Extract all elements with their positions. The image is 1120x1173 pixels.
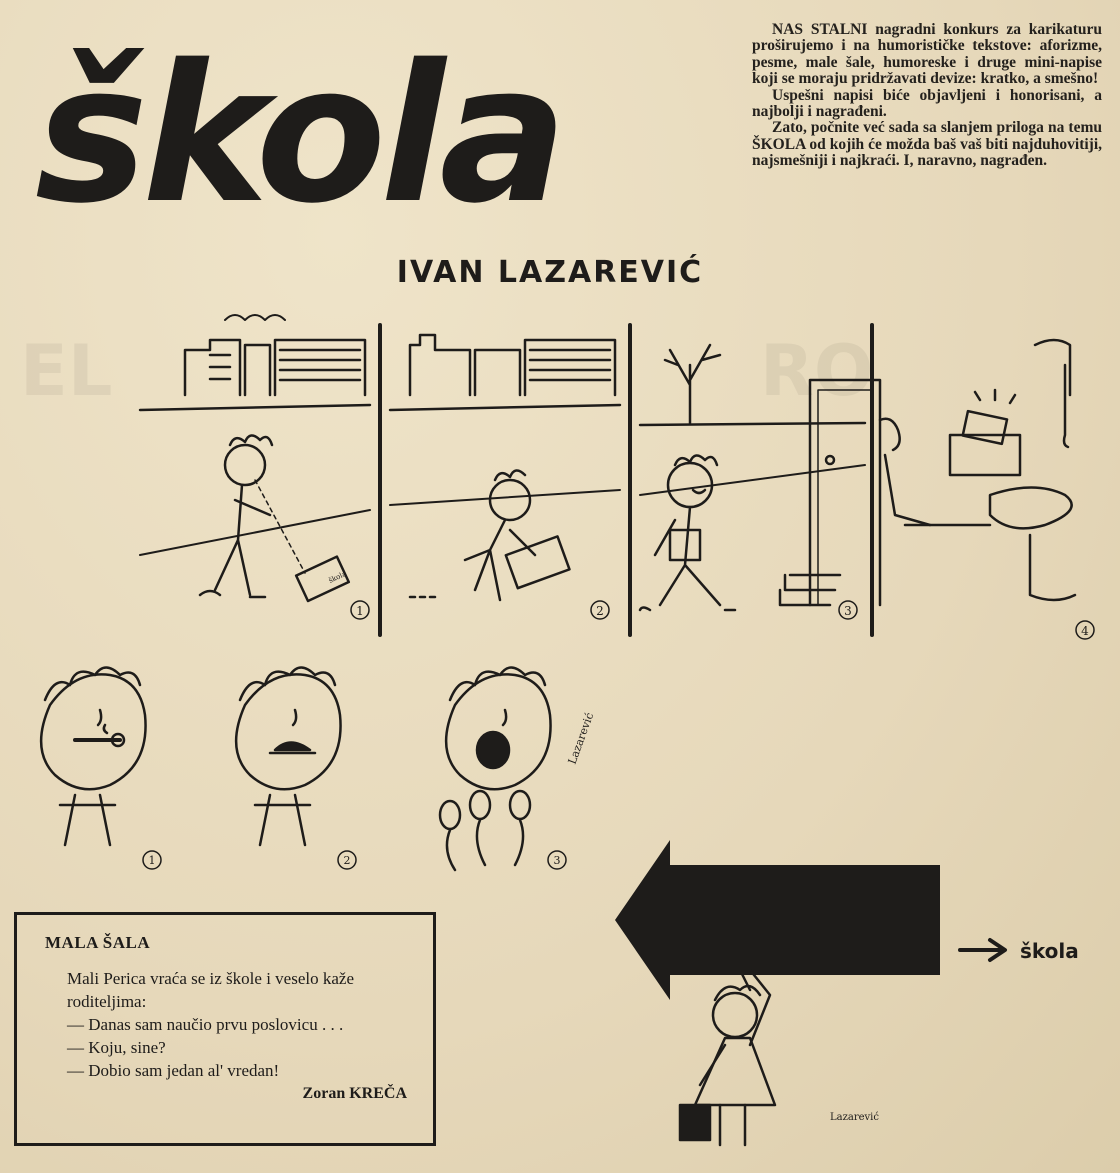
bleed-through-text: EL: [20, 330, 113, 412]
bleed-through-text-2: RO: [760, 330, 874, 412]
joke-line: Mali Perica vraća se iz škole i veselo kaže roditeljima:: [67, 969, 354, 1011]
panel-number: 3: [844, 604, 852, 618]
contest-paragraph: NAS STALNI nagradni konkurs za karikaturu proširujemo i na humorističke tekstove: aforizme, pesme, male šale, humoreske i druge mini-napise koji se moraju pridržavati devize: kratko, a smešno!: [752, 21, 1102, 88]
artist-signature: Lazarević: [830, 1112, 879, 1123]
artist-signature: Lazarević: [565, 710, 597, 767]
joke-line: — Dobio sam jedan al' vredan!: [67, 1061, 280, 1080]
left-arrow-icon: [615, 840, 940, 1000]
panel-number: 1: [356, 604, 364, 618]
face-series: [20, 655, 600, 885]
joke-line: — Danas sam naučio prvu poslovicu . . .: [67, 1015, 344, 1034]
panel-number: 4: [1081, 624, 1089, 638]
comic-panel-3: [640, 345, 865, 619]
book-label: škola: [327, 569, 348, 585]
face-2: [236, 668, 356, 870]
contest-paragraph: Uspešni napisi biće objavljeni i honorisani, a najbolji i nagrađeni.: [752, 86, 1102, 121]
page-title: škola: [35, 24, 562, 245]
face-3: [440, 668, 596, 871]
joke-heading: MALA ŠALA: [45, 933, 151, 952]
panel-number: 3: [553, 854, 561, 867]
contest-paragraph: Zato, počnite već sada sa slanjem priloga na temu ŠKOLA od kojih će možda baš vaš biti najduhovitiji, najsmešniji i najkraći. I, naravno, nagrađen.: [752, 119, 1102, 170]
joke-text: [45, 967, 407, 1105]
face-1: [41, 668, 161, 870]
panel-number: 1: [148, 854, 156, 867]
joke-line: — Koju, sine?: [67, 1038, 166, 1057]
contest-announcement: [752, 22, 1102, 237]
panel-number: 2: [596, 604, 604, 618]
comic-panel-2: [390, 335, 620, 619]
joke-author: Zoran KREČA: [302, 1085, 407, 1102]
right-arrow-icon: [960, 940, 1005, 960]
comic-strip: [130, 305, 1120, 655]
arrow-cartoon: [600, 820, 1120, 1150]
comic-panel-4: [780, 340, 1094, 639]
joke-box: [14, 912, 436, 1146]
author-name: IVAN LAZAREVIĆ: [396, 255, 704, 290]
sign-text: škola: [1020, 939, 1079, 963]
panel-number: 2: [343, 854, 351, 867]
